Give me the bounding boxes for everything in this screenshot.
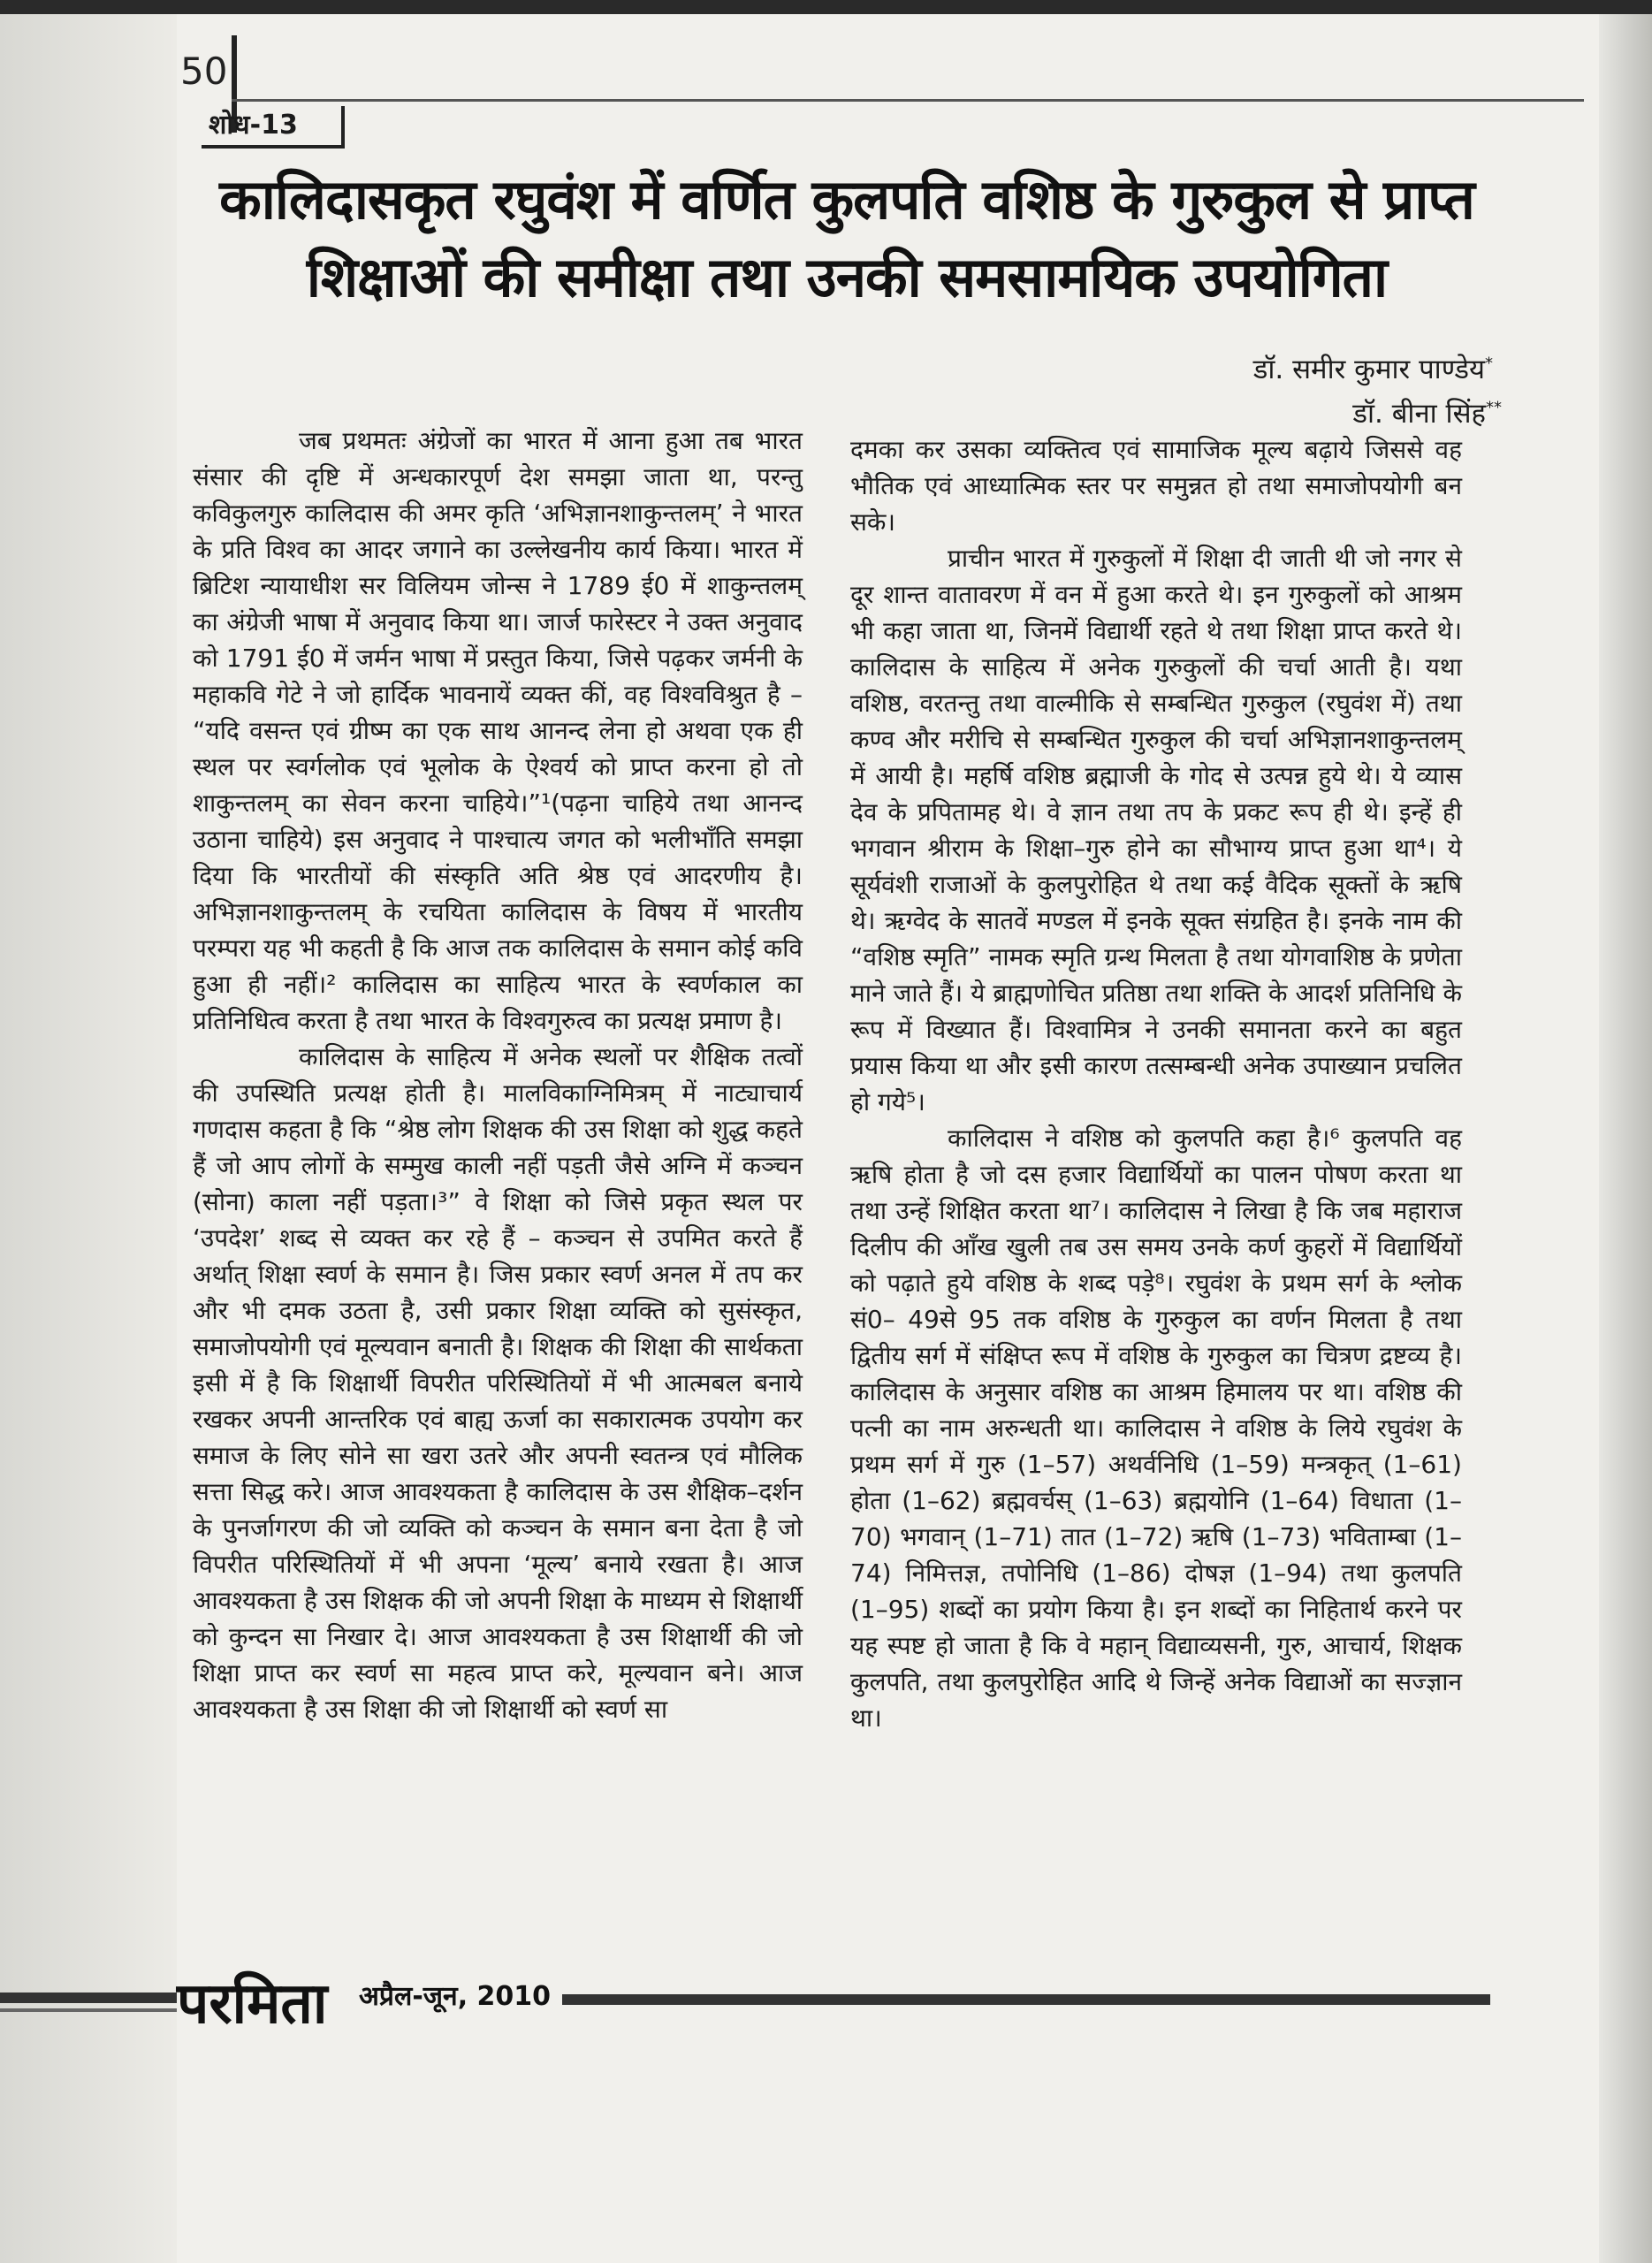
article-title: कालिदासकृत रघुवंश में वर्णित कुलपति वशिष्ठ के गुरुकुल से प्राप्त शिक्षाओं की समीक्षा तथा उनकी समसामयिक उपयोगिता	[219, 167, 1474, 309]
right-column	[850, 431, 1462, 1736]
author-2-name: डॉ. बीना सिंह	[1352, 398, 1486, 430]
scan-shadow-right	[1599, 0, 1652, 2263]
author-1-mark: *	[1485, 354, 1493, 373]
author-1-name: डॉ. समीर कुमार पाण्डेय	[1252, 354, 1485, 385]
page-number: 50	[180, 50, 228, 93]
author-2-mark: **	[1486, 398, 1502, 417]
journal-name: परमिता	[177, 1971, 328, 2037]
scan-shadow-left	[0, 0, 177, 2263]
header-rule	[232, 99, 1584, 102]
author-2	[1352, 394, 1502, 431]
right-paragraph-2: प्राचीन भारत में गुरुकुलों में शिक्षा दी जाती थी जो नगर से दूर शान्त वातावरण में वन में हुआ करते थे। इन गुरुकुलों को आश्रम भी कहा जाता था, जिनमें विद्यार्थी रहते थे तथा शिक्षा प्राप्त करते थे। कालिदास के साहित्य में अनेक गुरुकुलों की चर्चा आती है। यथा वशिष्ठ, वरतन्तु तथा वाल्मीकि से सम्बन्धित गुरुकुल (रघुवंश में) तथा कण्व और मरीचि से सम्बन्धित गुरुकुल की चर्चा अभिज्ञानशाकुन्तलम् में आयी है। महर्षि वशिष्ठ ब्रह्माजी के गोद से उत्पन्न हुये थे। ये व्यास देव के प्रपितामह थे। वे ज्ञान तथा तप के प्रकट रूप ही थे। इन्हें ही भगवान श्रीराम के शिक्षा–गुरु होने का सौभाग्य प्राप्त हुआ था⁴। ये सूर्यवंशी राजाओं के कुलपुरोहित थे तथा कई वैदिक सूक्तों के ऋषि थे। ऋग्वेद के सातवें मण्डल में इनके सूक्त संग्रहित है। इनके नाम की “वशिष्ठ स्मृति” नामक स्मृति ग्रन्थ मिलता है तथा योगवाशिष्ठ के प्रणेता माने जाते हैं। ये ब्राह्मणोचित प्रतिष्ठा तथा शक्ति के आदर्श प्रतिनिधि के रूप में विख्यात हैं। विश्वामित्र ने उनकी समानता करने का बहुत प्रयास किया था और इसी कारण तत्सम्बन्धी अनेक उपाख्यान प्रचलित हो गये⁵।	[850, 544, 1462, 1116]
right-paragraph-3: कालिदास ने वशिष्ठ को कुलपति कहा है।⁶ कुलपति वह ऋषि होता है जो दस हजार विद्यार्थियों का पालन पोषण करता था तथा उन्हें शिक्षित करता था⁷। कालिदास ने लिखा है कि जब महाराज दिलीप की आँख खुली तब उस समय उनके कर्ण कुहरों में विद्यार्थियों को पढ़ाते हुये वशिष्ठ के शब्द पड़े⁸। रघुवंश के प्रथम सर्ग के श्लोक सं0– 49से 95 तक वशिष्ठ के गुरुकुल का वर्णन मिलता है तथा द्वितीय सर्ग में संक्षिप्त रूप में वशिष्ठ के गुरुकुल का चित्रण द्रष्टव्य है। कालिदास के अनुसार वशिष्ठ का आश्रम हिमालय पर था। वशिष्ठ की पत्नी का नाम अरुन्धती था। कालिदास ने वशिष्ठ के लिये रघुवंश के प्रथम सर्ग में गुरु (1–57) अथर्वनिधि (1–59) मन्त्रकृत् (1–61) होता (1–62) ब्रह्मवर्चस् (1–63) ब्रह्मयोनि (1–64) विधाता (1–70) भगवान् (1–71) तात (1–72) ऋषि (1–73) भविताम्बा (1–74) निमित्तज्ञ, तपोनिधि (1–86) दोषज्ञ (1–94) तथा कुलपति (1–95) शब्दों का प्रयोग किया है। इन शब्दों का निहितार्थ करने पर यह स्पष्ट हो जाता है कि वे महान् विद्याव्यसनी, गुरु, आचार्य, शिक्षक कुलपति, तथा कुलपुरोहित आदि थे जिन्हें अनेक विद्याओं का सज्ज्ञान था।	[850, 1124, 1462, 1733]
scan-shadow-top	[0, 0, 1652, 14]
author-1	[1253, 350, 1493, 387]
left-paragraph-2: कालिदास के साहित्य में अनेक स्थलों पर शैक्षिक तत्वों की उपस्थिति प्रत्यक्ष होती है। मालविकाग्निमित्रम् में नाट्याचार्य गणदास कहता है कि “श्रेष्ठ लोग शिक्षक की उस शिक्षा को शुद्ध कहते हैं जो आप लोगों के सम्मुख काली नहीं पड़ती जैसे अग्नि में कञ्चन (सोना) काला नहीं पड़ता।³” वे शिक्षा को जिसे प्रकृत स्थल पर ‘उपदेश’ शब्द से व्यक्त कर रहे हैं – कञ्चन से उपमित करते हैं अर्थात् शिक्षा स्वर्ण के समान है। जिस प्रकार स्वर्ण अनल में तप कर और भी दमक उठता है, उसी प्रकार शिक्षा व्यक्ति को सुसंस्कृत, समाजोपयोगी एवं मूल्यवान बनाती है। शिक्षक की शिक्षा की सार्थकता इसी में है कि शिक्षार्थी विपरीत परिस्थितियों में भी आत्मबल बनाये रखकर अपनी आन्तरिक एवं बाह्य ऊर्जा का सकारात्मक उपयोग कर समाज के लिए सोने सा खरा उतरे और अपनी स्वतन्त्र एवं मौलिक सत्ता सिद्ध करे। आज आवश्यकता है कालिदास के उस शैक्षिक–दर्शन के पुनर्जागरण की जो व्यक्ति को कञ्चन के समान बना देता है जो विपरीत परिस्थितियों में भी अपना ‘मूल्य’ बनाये रखता है। आज आवश्यकता है उस शिक्षक की जो अपनी शिक्षा के माध्यम से शिक्षार्थी को कुन्दन सा निखार दे। आज आवश्यकता है उस शिक्षार्थी की जो शिक्षा प्राप्त कर स्वर्ण सा महत्व प्राप्त करे, मूल्यवान बने। आज आवश्यकता है उस शिक्षा की जो शिक्षार्थी को स्वर्ण सा	[193, 1042, 803, 1724]
right-paragraph-1: दमका कर उसका व्यक्तित्व एवं सामाजिक मूल्य बढ़ाये जिससे वह भौतिक एवं आध्यात्मिक स्तर पर समुन्नत हो तथा समाजोपयोगी बन सके।	[850, 435, 1462, 537]
footer-rule-left	[0, 1993, 177, 2003]
issue-date: अप्रैल-जून, 2010	[359, 1981, 552, 2012]
footer-rule-thin	[0, 2008, 177, 2012]
section-tag: शोध-13	[202, 106, 345, 149]
footer-rule-right	[562, 1994, 1490, 2005]
left-paragraph-1: जब प्रथमतः अंग्रेजों का भारत में आना हुआ तब भारत संसार की दृष्टि में अन्धकारपूर्ण देश समझा जाता था, परन्तु कविकुलगुरु कालिदास की अमर कृति ‘अभिज्ञानशाकुन्तलम्’ ने भारत के प्रति विश्व का आदर जगाने का उल्लेखनीय कार्य किया। भारत में ब्रिटिश न्यायाधीश सर विलियम जोन्स ने 1789 ई0 में शाकुन्तलम् का अंग्रेजी भाषा में अनुवाद किया था। जार्ज फारेस्टर ने उक्त अनुवाद को 1791 ई0 में जर्मन भाषा में प्रस्तुत किया, जिसे पढ़कर जर्मनी के महाकवि गेटे ने जो हार्दिक भावनायें व्यक्त कीं, वह विश्वविश्रुत है – “यदि वसन्त एवं ग्रीष्म का एक साथ आनन्द लेना हो अथवा एक ही स्थल पर स्वर्गलोक एवं भूलोक के ऐश्वर्य को प्राप्त करना हो तो शाकुन्तलम् का सेवन करना चाहिये।”¹(पढ़ना चाहिये तथा आनन्द उठाना चाहिये) इस अनुवाद ने पाश्चात्य जगत को भलीभाँति समझा दिया कि भारतीयों की संस्कृति अति श्रेष्ठ एवं आदरणीय है। अभिज्ञानशाकुन्तलम् के रचयिता कालिदास के विषय में भारतीय परम्परा यह भी कहती है कि आज तक कालिदास के समान कोई कवि हुआ ही नहीं।² कालिदास का साहित्य भारत के स्वर्णकाल का प्रतिनिधित्व करता है तथा भारत के विश्वगुरुत्व का प्रत्यक्ष प्रमाण है।	[193, 426, 803, 1035]
left-column	[193, 423, 803, 1727]
